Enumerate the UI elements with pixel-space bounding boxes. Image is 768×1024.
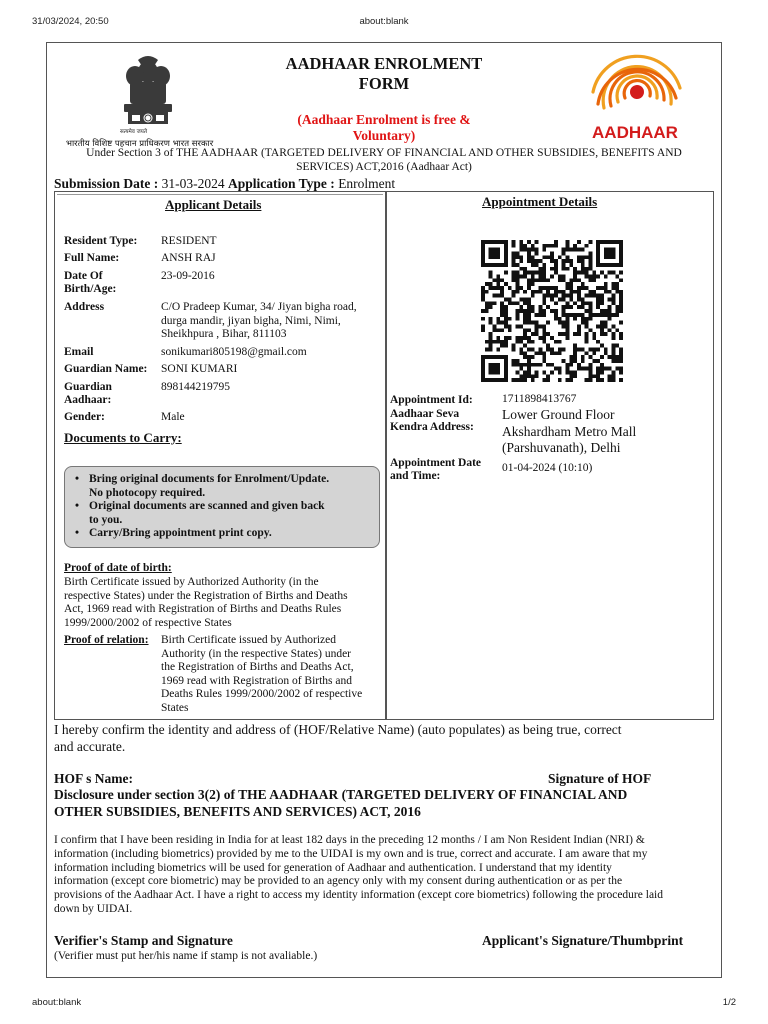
print-header: [0, 16, 768, 32]
proof-dob-text: Birth Certificate issued by Authorized Authority (in the respective States) under the Registration of Births and Deaths Act, 1969 read with Registration of Births and Deaths Rules 1999/2000/2002 of respective States: [64, 576, 348, 629]
email-label: Email: [64, 346, 94, 358]
list-item: • Original documents are scanned and given back to you.: [75, 500, 371, 527]
print-footer: [0, 997, 768, 1013]
appointment-details-title: Appointment Details: [482, 194, 598, 209]
documents-list: [75, 473, 371, 541]
submission-row: [54, 176, 395, 192]
guardian-name-label: Guardian Name:: [64, 363, 148, 375]
gender-value: Male: [161, 411, 185, 423]
confirmation-text: I hereby confirm the identity and address of (HOF/Relative Name) (auto populates) as being true, correct and accurate.: [54, 722, 622, 754]
list-item: • Carry/Bring appointment print copy.: [75, 527, 371, 541]
emblem-caption: भारतीय विशिष्ट पहचान प्राधिकरण भारत सरकार: [66, 139, 214, 149]
resident-type: RESIDENT: [161, 235, 217, 247]
emblem-motto: सत्यमेव जयते: [120, 129, 148, 135]
application-type: Enrolment: [338, 176, 396, 191]
guardian-aadhaar-label: Guardian Aadhaar:: [64, 381, 112, 406]
aadhaar-logo: [570, 52, 700, 148]
kendra-address-label: Aadhaar Seva Kendra Address:: [390, 408, 474, 433]
application-type-label: Application Type :: [228, 176, 335, 191]
hof-name-label: HOF s Name:: [54, 771, 133, 786]
qr-finder-pattern: [596, 240, 623, 267]
print-page-number: 1/2: [722, 997, 736, 1008]
form-title: AADHAAR ENROLMENT FORM: [285, 54, 483, 93]
print-datetime: 31/03/2024, 20:50: [32, 16, 109, 27]
guardian-name: SONI KUMARI: [161, 363, 238, 375]
resident-type-label: Resident Type:: [64, 235, 138, 247]
column-divider: [385, 192, 387, 719]
hof-signature-label: Signature of HOF: [548, 771, 652, 786]
aadhaar-logo-text: AADHAAR: [592, 123, 678, 142]
proof-relation-text: Birth Certificate issued by Authorized Authority (in the respective States) under the Registration of Births and Deaths Act, 1969 read with Registration of Births and Deaths Rules 1999/2000/2002 of respective States: [161, 634, 363, 714]
full-name-label: Full Name:: [64, 252, 120, 264]
act-reference: Under Section 3 of THE AADHAAR (TARGETED DELIVERY OF FINANCIAL AND OTHER SUBSIDIES, BENEFITS AND SERVICES) ACT,2016 (Aadhaar Act): [86, 147, 682, 173]
kendra-address: Lower Ground Floor Akshardham Metro Mall (Parshuvanath), Delhi: [502, 407, 637, 455]
print-footer-url: about:blank: [32, 997, 82, 1008]
verifier-stamp-label: Verifier's Stamp and Signature: [54, 933, 233, 948]
address-label: Address: [64, 301, 105, 313]
consent-paragraph: I confirm that I have been residing in India for at least 182 days in the preceding 12 months / I am Non Resident Indian (NRI) & information (including biometrics) provided by me to the UIDAI is my own and is true, correct and accurate. I am aware that my information including biometrics will be used for generation of Aadhaar and authentication. I understand that my identity information (except core biometric) may be provided to an agency only with my consent during authentication or as per the provisions of the Aadhaar Act. I have a right to access my identity information (except core biometrics) following the procedure laid down by UIDAI.: [54, 834, 663, 915]
appointment-id: 1711898413767: [502, 393, 577, 405]
gender-label: Gender:: [64, 411, 105, 423]
documents-list-box: [64, 466, 380, 548]
email-value: sonikumari805198@gmail.com: [161, 346, 307, 358]
documents-to-carry-title: Documents to Carry:: [64, 430, 182, 445]
proof-dob-title: Proof of date of birth:: [64, 562, 172, 574]
applicant-signature-label: Applicant's Signature/Thumbprint: [482, 933, 684, 948]
print-tab-title: about:blank: [359, 16, 409, 27]
applicant-details-title: Applicant Details: [165, 197, 262, 212]
free-note: (Aadhaar Enrolment is free & Voluntary): [297, 112, 471, 143]
submission-date: 31-03-2024: [161, 176, 225, 191]
address-value: C/O Pradeep Kumar, 34/ Jiyan bigha road, durga mandir, jiyan bigha, Nimi, Nimi, Sheikhpura , Bihar, 811103: [161, 301, 357, 340]
disclosure-heading: Disclosure under section 3(2) of THE AADHAAR (TARGETED DELIVERY OF FINANCIAL AND OTHER SUBSIDIES, BENEFITS AND SERVICES) ACT, 2016: [54, 787, 628, 819]
guardian-aadhaar: 898144219795: [161, 381, 230, 393]
appointment-datetime: 01-04-2024 (10:10): [502, 462, 593, 474]
qr-modules: [481, 240, 623, 382]
dob-value: 23-09-2016: [161, 270, 215, 282]
qr-code: [476, 240, 628, 382]
submission-date-label: Submission Date :: [54, 176, 159, 191]
list-item: • Bring original documents for Enrolment/Update. No photocopy required.: [75, 473, 371, 500]
dob-label: Date Of Birth/Age:: [64, 270, 117, 295]
qr-finder-pattern: [481, 240, 508, 267]
appointment-id-label: Appointment Id:: [390, 394, 473, 406]
full-name: ANSH RAJ: [161, 252, 216, 264]
qr-finder-pattern: [481, 355, 508, 382]
verifier-note: (Verifier must put her/his name if stamp is not avaliable.): [54, 950, 318, 962]
proof-relation-title: Proof of relation:: [64, 634, 149, 646]
appointment-datetime-label: Appointment Date and Time:: [390, 457, 482, 482]
